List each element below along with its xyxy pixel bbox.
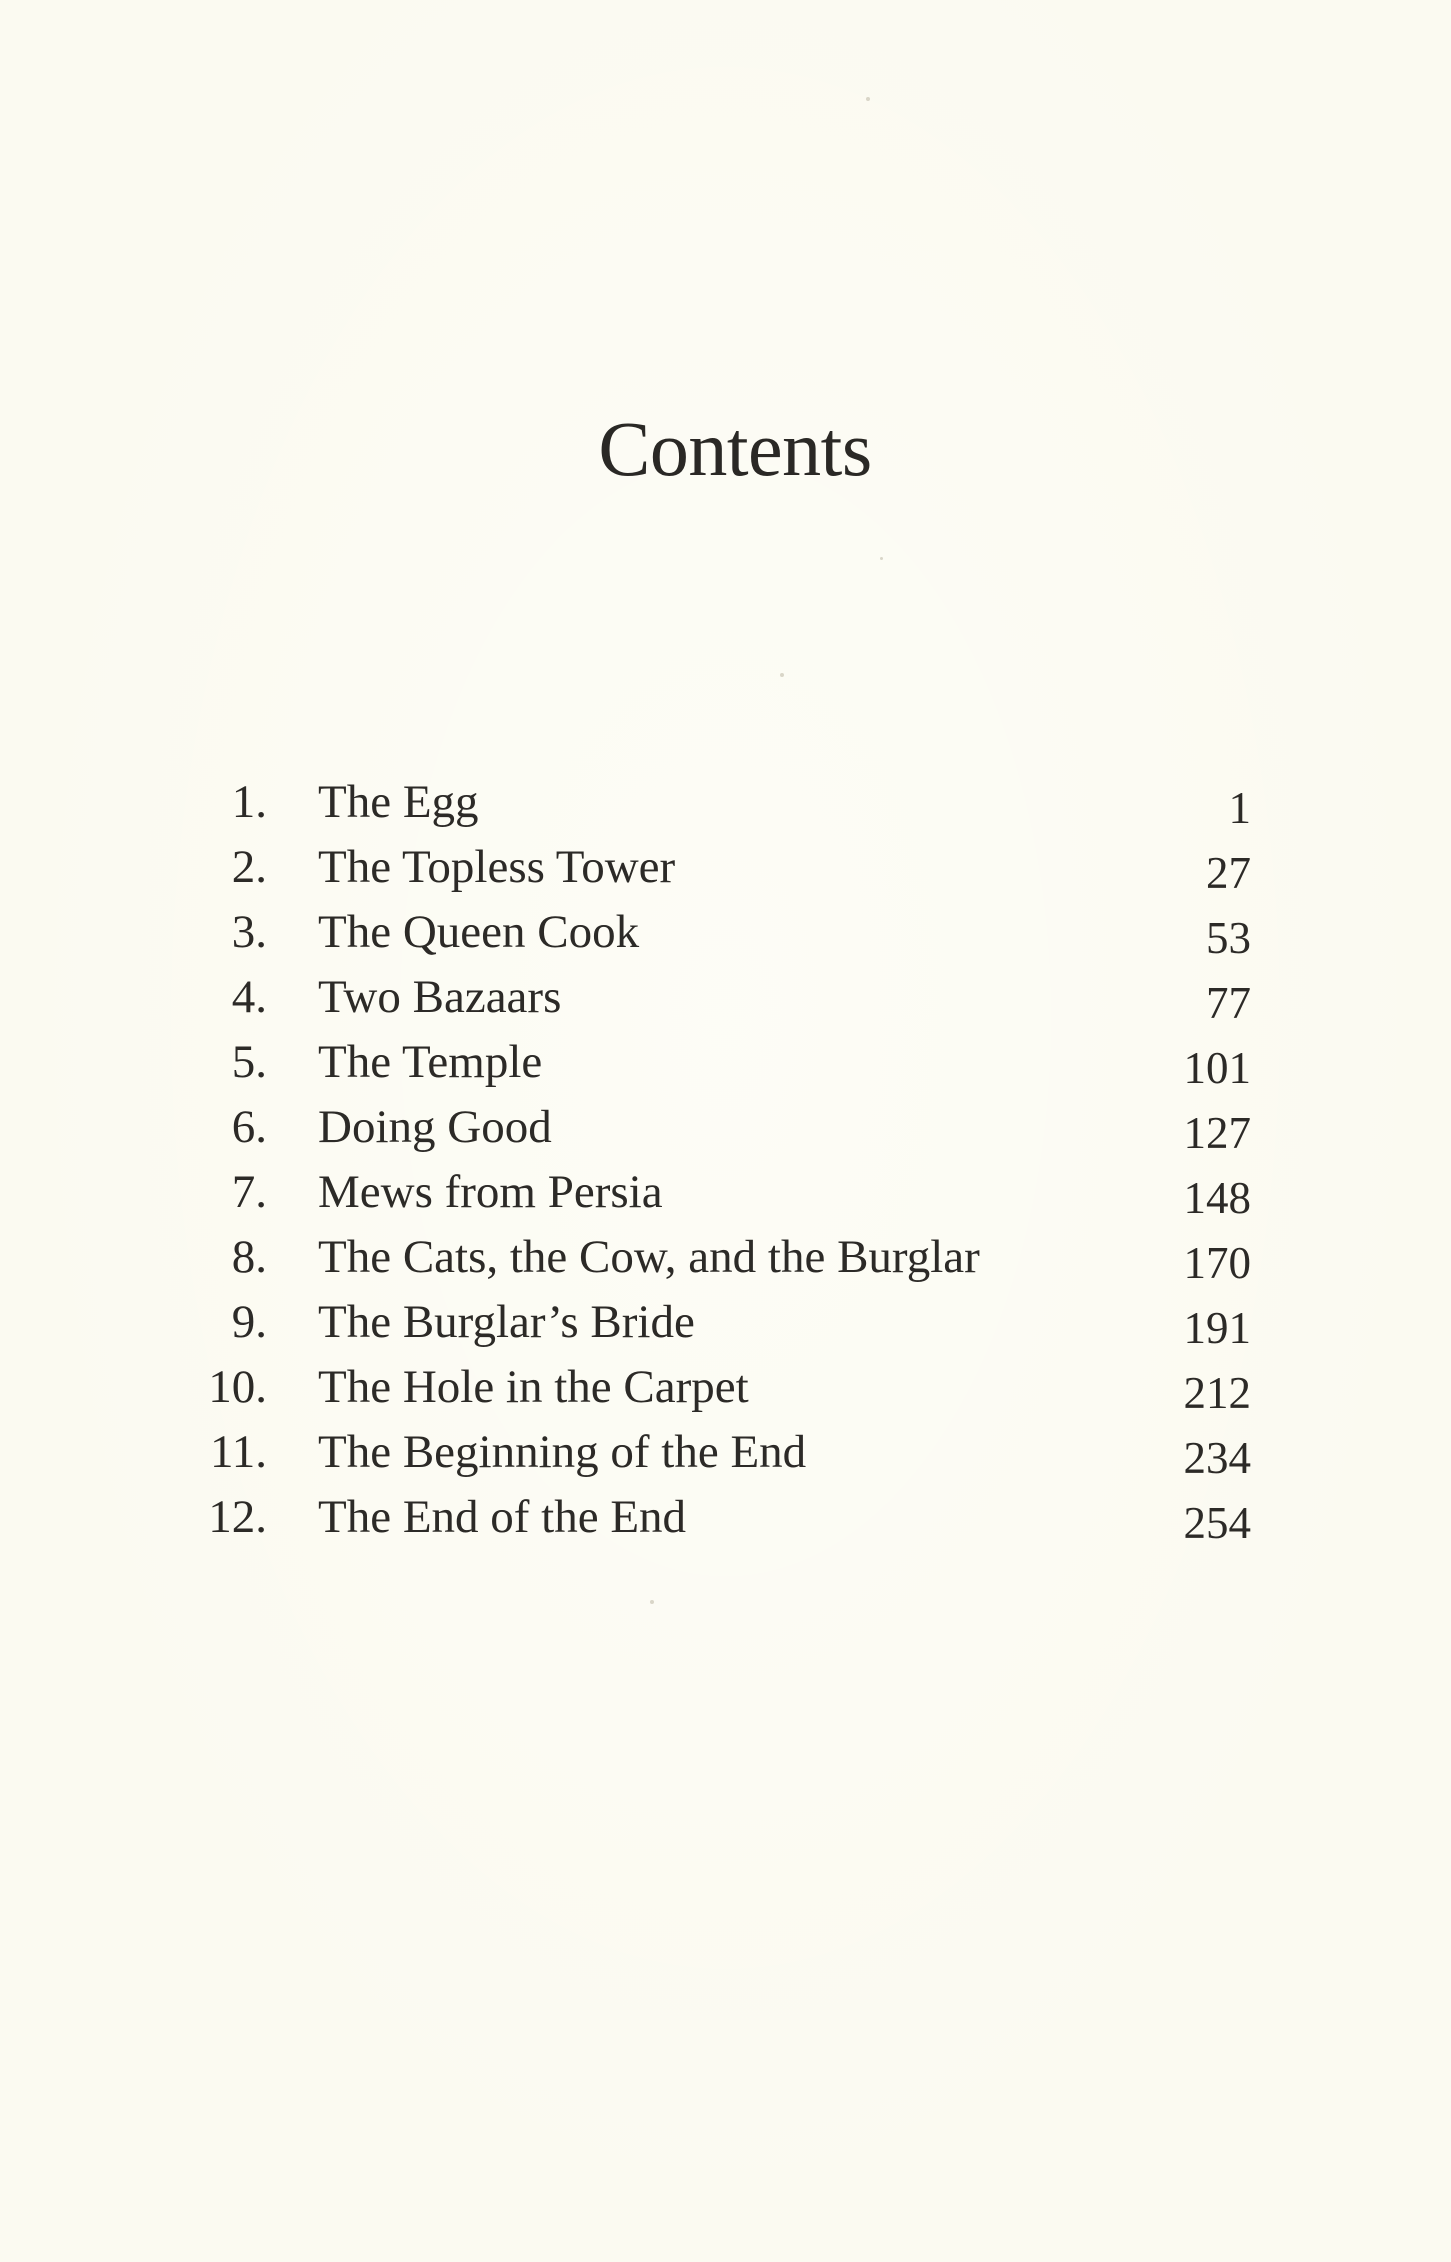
chapter-title: The Temple [318, 1036, 543, 1088]
chapter-number: 11. [209, 1426, 267, 1478]
paper-speck [780, 673, 784, 677]
toc-entry [0, 1160, 1451, 1225]
toc-entry [0, 1355, 1451, 1420]
chapter-title: Two Bazaars [318, 971, 562, 1023]
chapter-number: 1. [231, 776, 267, 828]
chapter-title: The Burglar’s Bride [318, 1296, 695, 1348]
page-number: 77 [1206, 978, 1251, 1028]
chapter-title: The Hole in the Carpet [318, 1361, 749, 1413]
toc-entry [0, 1485, 1451, 1550]
page-number: 191 [1183, 1303, 1251, 1353]
toc-entry [0, 965, 1451, 1030]
chapter-title: The End of the End [318, 1491, 687, 1543]
page-title: Contents [598, 405, 872, 493]
toc-entry [0, 1290, 1451, 1355]
page-number: 148 [1183, 1173, 1251, 1223]
toc-entry [0, 770, 1451, 835]
page-number: 27 [1206, 848, 1251, 898]
chapter-number: 8. [231, 1231, 267, 1283]
chapter-title: The Topless Tower [318, 841, 676, 893]
chapter-number: 7. [231, 1166, 267, 1218]
table-of-contents [0, 770, 1451, 1550]
chapter-number: 10. [208, 1361, 267, 1413]
page-number: 127 [1183, 1108, 1251, 1158]
chapter-title: Mews from Persia [318, 1166, 663, 1218]
paper-speck [650, 1600, 654, 1604]
page-number: 212 [1183, 1368, 1251, 1418]
chapter-number: 2. [231, 841, 267, 893]
toc-entry [0, 1095, 1451, 1160]
chapter-number: 6. [231, 1101, 267, 1153]
page-number: 101 [1183, 1043, 1251, 1093]
page-number: 170 [1183, 1238, 1251, 1288]
chapter-title: The Queen Cook [318, 906, 640, 958]
chapter-title: The Beginning of the End [318, 1426, 807, 1478]
paper-speck [880, 557, 883, 560]
page-number: 53 [1206, 913, 1251, 963]
page-number: 1 [1228, 783, 1251, 833]
chapter-number: 4. [231, 971, 267, 1023]
chapter-number: 12. [208, 1491, 267, 1543]
chapter-title: The Cats, the Cow, and the Burglar [318, 1231, 980, 1283]
toc-entry [0, 1030, 1451, 1095]
paper-speck [866, 97, 870, 101]
chapter-number: 9. [231, 1296, 267, 1348]
toc-entry [0, 900, 1451, 965]
chapter-number: 3. [231, 906, 267, 958]
toc-entry [0, 1225, 1451, 1290]
page-number: 234 [1183, 1433, 1251, 1483]
toc-entry [0, 835, 1451, 900]
chapter-title: The Egg [318, 776, 479, 828]
chapter-number: 5. [231, 1036, 267, 1088]
page-number: 254 [1183, 1498, 1251, 1548]
toc-entry [0, 1420, 1451, 1485]
chapter-title: Doing Good [318, 1101, 552, 1153]
